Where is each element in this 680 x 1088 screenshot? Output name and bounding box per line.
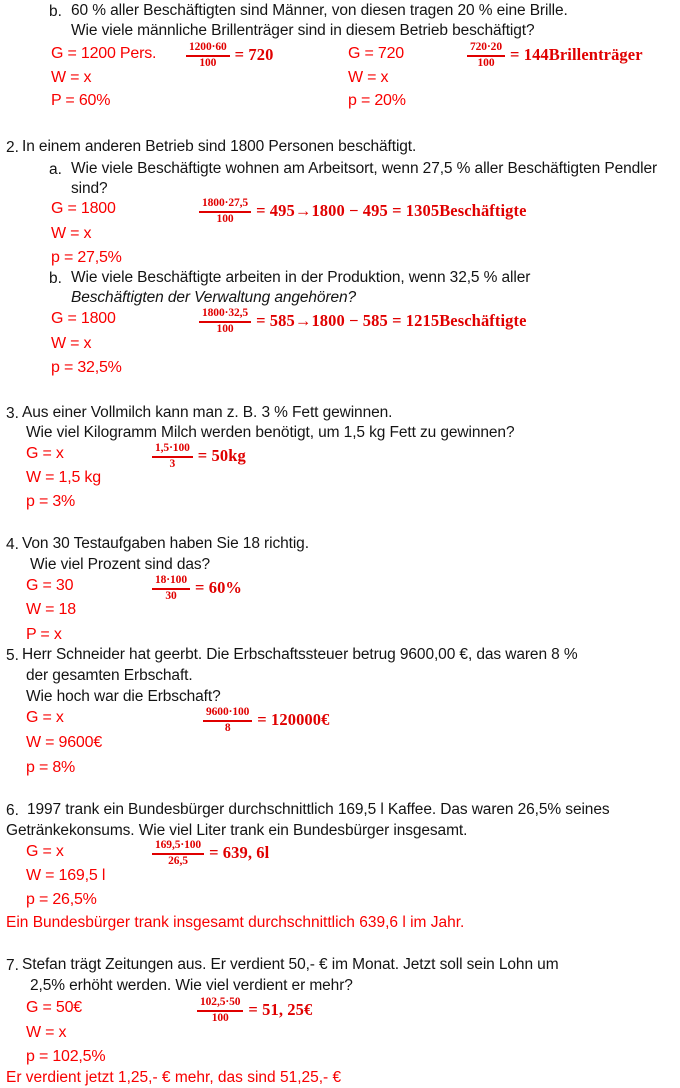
- fraction-numerator: 720·20: [470, 41, 502, 53]
- exercise-5-line-2: der gesamten Erbschaft.: [26, 667, 193, 684]
- fraction-denominator: 100: [199, 56, 217, 69]
- exercise-1b-equation-right: [467, 42, 643, 69]
- exercise-7-given-g: G = 50€: [26, 999, 82, 1016]
- exercise-1b-given-p-right: p = 20%: [348, 92, 406, 109]
- exercise-4-given-w: W = 18: [26, 601, 76, 618]
- fraction: [186, 42, 230, 69]
- exercise-4-line-1: Von 30 Testaufgaben haben Sie 18 richtig.: [22, 535, 309, 552]
- fraction-numerator: 1800·32,5: [202, 307, 249, 319]
- exercise-3-given-w: W = 1,5 kg: [26, 469, 101, 486]
- exercise-1b-equation-left: [186, 42, 273, 69]
- exercise-7-given-w: W = x: [26, 1024, 67, 1041]
- exercise-3-equation: [152, 443, 246, 470]
- fraction-numerator: 169,5·100: [155, 839, 202, 851]
- exercise-2a-given-p: p = 27,5%: [51, 249, 122, 266]
- fraction-denominator: 100: [216, 322, 234, 335]
- equation-result: = 720: [234, 45, 274, 65]
- exercise-2-line-1: In einem anderen Betrieb sind 1800 Personen beschäftigt.: [22, 138, 417, 155]
- exercise-marker-4: 4.: [6, 536, 19, 553]
- exercise-2b-equation: [199, 308, 527, 335]
- equation-result: = 144: [510, 45, 549, 65]
- exercise-marker-6: 6.: [6, 802, 19, 819]
- exercise-5-line-1: Herr Schneider hat geerbt. Die Erbschaftssteuer betrug 9600,00 €, das waren 8 %: [22, 646, 578, 663]
- exercise-2b-line-1: Wie viele Beschäftigte arbeiten in der Produktion, wenn 32,5 % aller: [71, 269, 531, 286]
- exercise-2b-given-g: G = 1800: [51, 310, 116, 327]
- fraction-denominator: 30: [165, 589, 177, 602]
- fraction-numerator: 1200·60: [189, 41, 227, 53]
- equation-result-unit: kg: [228, 446, 246, 466]
- fraction-numerator: 102,5·50: [200, 996, 241, 1008]
- exercise-2b-line-2: Beschäftigten der Verwaltung angehören?: [71, 289, 357, 306]
- fraction: [467, 42, 505, 69]
- fraction-denominator: 100: [211, 1011, 229, 1024]
- exercise-7-given-p: p = 102,5%: [26, 1048, 106, 1065]
- exercise-marker-7: 7.: [6, 957, 19, 974]
- equation-result: = 50: [197, 446, 229, 466]
- equation-result: = 639, 6l: [209, 843, 270, 863]
- exercise-3-given-p: p = 3%: [26, 493, 76, 510]
- exercise-2a-line-1: Wie viele Beschäftigte wohnen am Arbeitsort, wenn 27,5 % aller Beschäftigten Pendler: [71, 160, 658, 177]
- equation-result: = 60%: [195, 578, 243, 598]
- exercise-marker-2a: a.: [49, 161, 62, 178]
- exercise-2b-given-w: W = x: [51, 335, 92, 352]
- fraction: [152, 575, 190, 602]
- fraction-denominator: 3: [169, 457, 176, 470]
- fraction-denominator: 100: [216, 212, 234, 225]
- fraction-numerator: 1,5·100: [155, 442, 190, 454]
- fraction: [197, 997, 243, 1024]
- exercise-1b-given-g-right: G = 720: [348, 45, 404, 62]
- equation-result: = 585→1800 − 585 = 1215: [256, 311, 440, 331]
- equation-result-word: Beschäftigte: [439, 201, 527, 221]
- exercise-5-given-g: G = x: [26, 709, 64, 726]
- exercise-1b-given-w-right: W = x: [348, 69, 389, 86]
- exercise-5-given-p: p = 8%: [26, 759, 76, 776]
- exercise-marker-1b: b.: [49, 3, 62, 20]
- exercise-1b-given-w-left: W = x: [51, 69, 92, 86]
- exercise-6-line-2: Getränkekonsums. Wie viel Liter trank ein Bundesbürger insgesamt.: [6, 822, 468, 839]
- exercise-marker-2: 2.: [6, 139, 19, 156]
- exercise-6-given-p: p = 26,5%: [26, 891, 97, 908]
- exercise-5-given-w: W = 9600€: [26, 734, 103, 751]
- exercise-7-conclusion: Er verdient jetzt 1,25,- € mehr, das sind 51,25,- €: [6, 1069, 342, 1086]
- fraction: [152, 443, 193, 470]
- exercise-marker-5: 5.: [6, 647, 19, 664]
- exercise-1b-line-1: 60 % aller Beschäftigten sind Männer, von diesen tragen 20 % eine Brille.: [71, 2, 568, 19]
- exercise-3-line-1: Aus einer Vollmilch kann man z. B. 3 % Fett gewinnen.: [22, 404, 393, 421]
- exercise-6-given-w: W = 169,5 l: [26, 867, 106, 884]
- fraction-denominator: 26,5: [168, 854, 188, 867]
- exercise-4-given-p: P = x: [26, 626, 62, 643]
- exercise-1b-given-g-left: G = 1200 Pers.: [51, 45, 157, 62]
- exercise-6-line-1: 1997 trank ein Bundesbürger durchschnittlich 169,5 l Kaffee. Das waren 26,5% seines: [27, 801, 610, 818]
- fraction-numerator: 9600·100: [206, 706, 250, 718]
- exercise-5-line-3: Wie hoch war die Erbschaft?: [26, 688, 221, 705]
- fraction: [199, 308, 251, 335]
- exercise-6-conclusion: Ein Bundesbürger trank insgesamt durchschnittlich 639,6 l im Jahr.: [6, 914, 465, 931]
- fraction: [203, 707, 252, 734]
- equation-result: = 120000€: [257, 710, 330, 730]
- exercise-2a-given-w: W = x: [51, 225, 92, 242]
- exercise-4-given-g: G = 30: [26, 577, 74, 594]
- exercise-7-line-1: Stefan trägt Zeitungen aus. Er verdient 50,- € im Monat. Jetzt soll sein Lohn um: [22, 956, 559, 973]
- fraction: [152, 840, 204, 867]
- equation-result-word: Brillenträger: [548, 45, 643, 65]
- exercise-1b-line-2: Wie viele männliche Brillenträger sind in diesem Betrieb beschäftigt?: [71, 22, 535, 39]
- exercise-7-equation: [197, 997, 312, 1024]
- exercise-2a-given-g: G = 1800: [51, 200, 116, 217]
- fraction: [199, 198, 251, 225]
- equation-result: = 51, 25€: [248, 1000, 313, 1020]
- exercise-4-line-2: Wie viel Prozent sind das?: [30, 556, 211, 573]
- exercise-6-given-g: G = x: [26, 843, 64, 860]
- fraction-numerator: 18·100: [155, 574, 187, 586]
- exercise-2a-equation: [199, 198, 527, 225]
- equation-result-word: Beschäftigte: [439, 311, 527, 331]
- fraction-denominator: 8: [224, 721, 231, 734]
- exercise-marker-2b: b.: [49, 270, 62, 287]
- exercise-4-equation: [152, 575, 242, 602]
- exercise-5-equation: [203, 707, 329, 734]
- fraction-numerator: 1800·27,5: [202, 197, 249, 209]
- exercise-marker-3: 3.: [6, 405, 19, 422]
- exercise-6-equation: [152, 840, 269, 867]
- equation-result: = 495→1800 − 495 = 1305: [256, 201, 440, 221]
- exercise-7-line-2: 2,5% erhöht werden. Wie viel verdient er mehr?: [30, 977, 353, 994]
- exercise-2a-line-2: sind?: [71, 180, 108, 197]
- exercise-3-given-g: G = x: [26, 445, 64, 462]
- fraction-denominator: 100: [477, 56, 495, 69]
- exercise-2b-given-p: p = 32,5%: [51, 359, 122, 376]
- exercise-1b-given-p-left: P = 60%: [51, 92, 111, 109]
- exercise-3-line-2: Wie viel Kilogramm Milch werden benötigt, um 1,5 kg Fett zu gewinnen?: [26, 424, 515, 441]
